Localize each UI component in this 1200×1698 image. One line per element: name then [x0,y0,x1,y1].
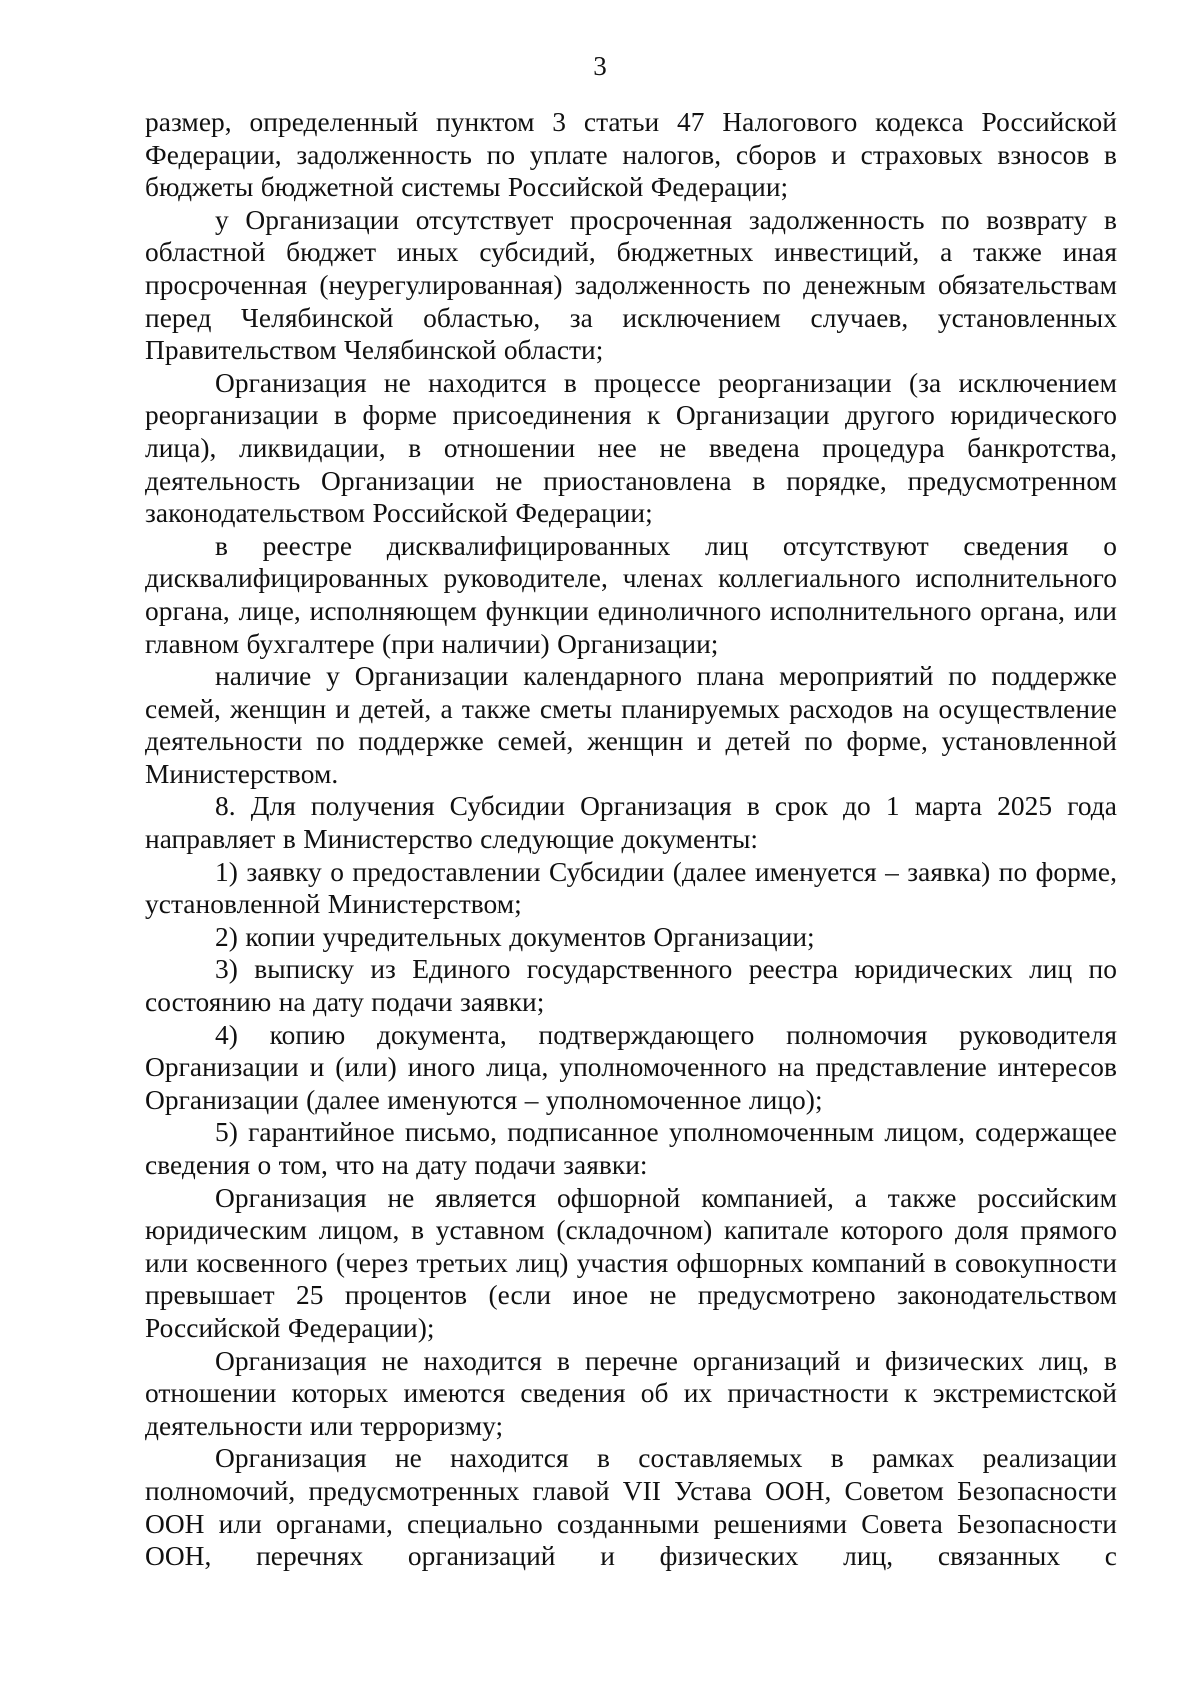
list-item-4-authority-document: 4) копию документа, подтверждающего полномочия руководителя Организации и (или) иного лица, уполномоченного на представление интересов Организации (далее именуются – уполномоченное лицо); [145,1019,1117,1115]
paragraph-extremism-list: Организация не находится в перечне организаций и физических лиц, в отношении которых имеются сведения об их причастности к экстремистской деятельности или терроризму; [145,1345,1117,1441]
list-item-2-founding-documents: 2) копии учредительных документов Организации; [215,921,815,952]
page-number: 3 [593,51,607,81]
paragraph-un-security-council: Организация не находится в составляемых в рамках реализации полномочий, предусмотренных главой VII Устава ООН, Советом Безопасности ООН или органами, специально созданными решениями Совета Безопасности ООН, перечнях организаций и физических лиц, связанных с [145,1443,1117,1572]
paragraph-reorganization: Организация не находится в процессе реорганизации (за исключением реорганизации в форме присоединения к Организации другого юридического лица), ликвидации, в отношении нее не введена процедура банкротства, деятельность Организации не приостановлена в порядке, предусмотренном законодательством Российской Федерации; [145,367,1117,529]
list-item-1-application: 1) заявку о предоставлении Субсидии (далее именуется – заявка) по форме, установленной Министерством; [145,856,1117,920]
list-item-5-guarantee-letter: 5) гарантийное письмо, подписанное уполномоченным лицом, содержащее сведения о том, что на дату подачи заявки: [145,1117,1117,1180]
paragraph-offshore: Организация не является офшорной компанией, а также российским юридическим лицом, в уставном (складочном) капитале которого доля прямого или косвенного (через третьих лиц) участия офшорных компаний в совокупности превышает 25 процентов (если иное не предусмотрено законодательством Российской Федерации); [145,1182,1117,1343]
paragraph-tax-debt: размер, определенный пунктом 3 статьи 47 Налогового кодекса Российской Федерации, задолженность по уплате налогов, сборов и страховых взносов в бюджеты бюджетной системы Российской Федерации; [145,107,1117,203]
paragraph-overdue-debt: у Организации отсутствует просроченная задолженность по возврату в областной бюджет иных субсидий, бюджетных инвестиций, а также иная просроченная (неурегулированная) задолженность по денежным обязательствам перед Челябинской областью, за исключением случаев, установленных Правительством Челябинской области; [145,204,1117,366]
document-body [145,106,1117,1573]
paragraph-calendar-plan: наличие у Организации календарного плана мероприятий по поддержке семей, женщин и детей, а также сметы планируемых расходов на осуществление деятельности по поддержке семей, женщин и детей по форме, установленной Министерством. [145,661,1117,789]
list-item-3-registry-extract: 3) выписку из Единого государственного реестра юридических лиц по состоянию на дату подачи заявки; [145,954,1117,1018]
paragraph-item-8: 8. Для получения Субсидии Организация в срок до 1 марта 2025 года направляет в Министерство следующие документы: [145,791,1117,855]
paragraph-disqualified-persons: в реестре дисквалифицированных лиц отсутствуют сведения о дисквалифицированных руководителе, членах коллегиального исполнительного органа, лице, исполняющем функции единоличного исполнительного органа, или главном бухгалтере (при наличии) Организации; [145,530,1117,659]
